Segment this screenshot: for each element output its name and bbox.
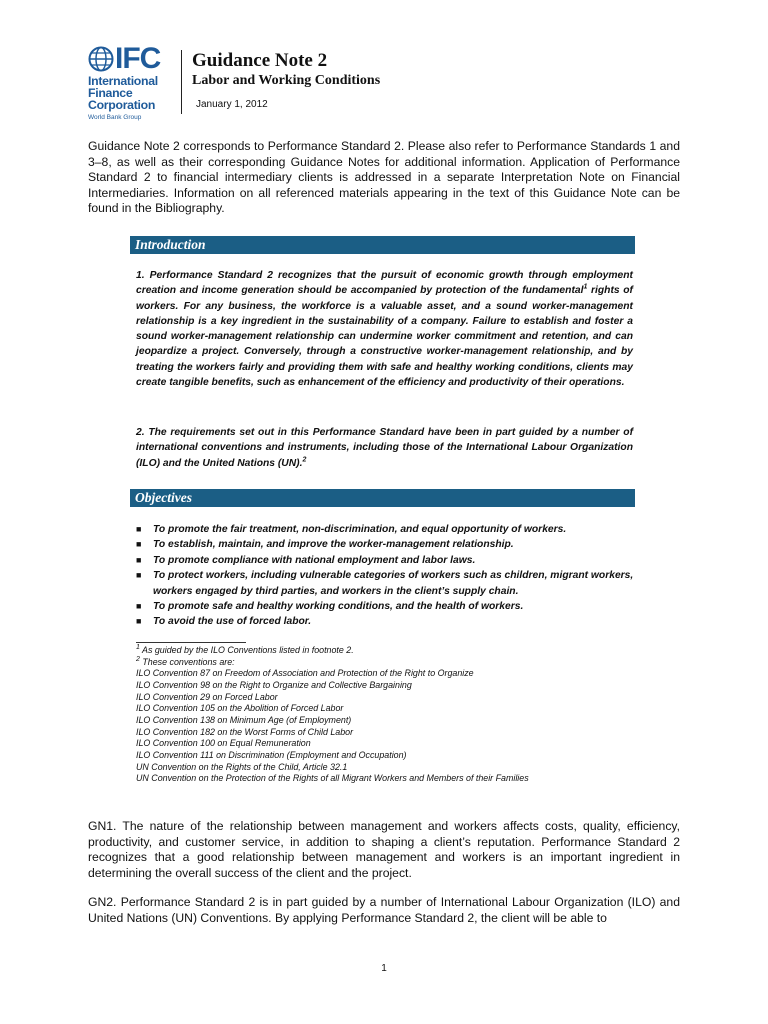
- footnote-convention: ILO Convention 100 on Equal Remuneration: [136, 738, 311, 749]
- standard-paragraph-1: [136, 268, 633, 390]
- objective-text: To promote safe and healthy working conditions, and the health of workers.: [153, 601, 524, 613]
- bullet-icon: ■: [136, 601, 142, 612]
- objective-item: [136, 537, 636, 552]
- globe-icon: [88, 46, 114, 72]
- objective-text: To promote the fair treatment, non-discrimination, and equal opportunity of workers.: [153, 524, 567, 535]
- header-divider: [181, 50, 182, 114]
- guidance-paragraph-gn1: GN1. The nature of the relationship between management and workers affects costs, quality, efficiency, productivity, and customer service, in addition to shaping a client’s reputation. Performance Standard 2 recognizes that a good relationship between management and workers is an important ingredient in determining the overall success of the client and the project.: [88, 819, 680, 880]
- introduction-heading: Introduction: [135, 237, 206, 252]
- document-title: Guidance Note 2: [192, 50, 328, 71]
- logo-mark: IFC: [115, 42, 161, 75]
- logo-line-international: International: [88, 74, 158, 88]
- objective-item: [136, 522, 636, 537]
- footnote-ref-2[interactable]: 2: [302, 456, 307, 464]
- bullet-icon: ■: [136, 570, 142, 581]
- footnote-convention: ILO Convention 98 on the Right to Organize and Collective Bargaining: [136, 679, 412, 690]
- footnote-convention: ILO Convention 87 on Freedom of Association and Protection of the Right to Organize: [136, 668, 474, 679]
- bullet-icon: ■: [136, 539, 142, 550]
- footnote-ref-1[interactable]: 1: [583, 283, 588, 291]
- objectives-heading-bar: [130, 489, 635, 507]
- footnote-convention: ILO Convention 182 on the Worst Forms of Child Labor: [136, 726, 354, 737]
- footnote-convention: ILO Convention 105 on the Abolition of Forced Labor: [136, 703, 344, 714]
- logo-line-world-bank: World Bank Group: [88, 114, 142, 121]
- document-subtitle: Labor and Working Conditions: [192, 73, 381, 88]
- footnote-convention: ILO Convention 29 on Forced Labor: [136, 691, 278, 702]
- intro-paragraph: Guidance Note 2 corresponds to Performance Standard 2. Please also refer to Performance Standards 1 and 3–8, as well as their corresponding Guidance Notes for additional information. Application of Performance Standard 2 to financial intermediary clients is addressed in a separate Interpretation Note on Financial Intermediaries. Information on all referenced materials appearing in the text of this Guidance Note can be found in the Bibliography.: [88, 139, 680, 215]
- standard-p2-text: 2. The requirements set out in this Performance Standard have been in part guided by a number of international conventions and instruments, including those of the International Labour Organization (ILO) and the United Nations (UN).: [136, 427, 633, 469]
- footnote-convention: UN Convention on the Rights of the Child, Article 32.1: [136, 761, 348, 772]
- logo-line-finance: Finance: [88, 86, 133, 100]
- objectives-heading: Objectives: [135, 490, 192, 505]
- objectives-list: [136, 522, 636, 630]
- objective-item: [136, 568, 636, 599]
- standard-p1-text-a: 1. Performance Standard 2 recognizes that the pursuit of economic growth through employment creation and income generation should be accompanied by protection of the fundamental: [136, 270, 633, 297]
- footnote-convention: UN Convention on the Protection of the Rights of all Migrant Workers and Members of their Families: [136, 773, 529, 784]
- objective-text: To establish, maintain, and improve the worker-management relationship.: [153, 539, 514, 551]
- footnote-2: [136, 657, 656, 669]
- page-number: 1: [381, 963, 387, 974]
- document-date: January 1, 2012: [196, 99, 268, 110]
- objective-text: To protect workers, including vulnerable categories of workers such as children, migrant workers, workers engaged by third parties, and workers in the client’s supply chain.: [153, 570, 634, 597]
- ifc-logo: [88, 44, 174, 120]
- objective-text: To promote compliance with national employment and labor laws.: [153, 554, 476, 566]
- bullet-icon: ■: [136, 554, 142, 565]
- footnote-1-number: 1: [136, 644, 140, 652]
- footnote-convention: ILO Convention 111 on Discrimination (Employment and Occupation): [136, 749, 407, 760]
- logo-line-corporation: Corporation: [88, 98, 156, 112]
- footnote-separator: [136, 642, 246, 643]
- objective-item: [136, 614, 636, 629]
- bullet-icon: ■: [136, 616, 142, 627]
- guidance-paragraph-gn2: GN2. Performance Standard 2 is in part guided by a number of International Labour Organization (ILO) and United Nations (UN) Conventions. By applying Performance Standard 2, the client will be able to: [88, 895, 680, 925]
- introduction-heading-bar: [130, 236, 635, 254]
- footnote-2-number: 2: [136, 655, 140, 663]
- objective-item: [136, 599, 636, 614]
- footnote-1-text: As guided by the ILO Conventions listed in footnote 2.: [139, 645, 354, 655]
- objective-item: [136, 553, 636, 568]
- footnote-convention: ILO Convention 138 on Minimum Age (of Employment): [136, 714, 352, 725]
- footnotes: [136, 645, 656, 785]
- standard-paragraph-2: [136, 425, 633, 471]
- objective-text: To avoid the use of forced labor.: [153, 616, 312, 628]
- footnote-2-text: These conventions are:: [139, 656, 235, 667]
- footnote-1: [136, 645, 656, 657]
- bullet-icon: ■: [136, 524, 142, 534]
- standard-p1-text-b: rights of workers. For any business, the workforce is a valuable asset, and a sound worker-management relationship is a key ingredient in the sustainability of a company. Failure to establish and foster a sound worker-management relationship can undermine worker commitment and retention, and can jeopardize a project. Conversely, through a constructive worker-management relationship, and by treating the workers fairly and providing them with safe and healthy working conditions, clients may create tangible benefits, such as enhancement of the efficiency and productivity of their operations.: [136, 285, 633, 389]
